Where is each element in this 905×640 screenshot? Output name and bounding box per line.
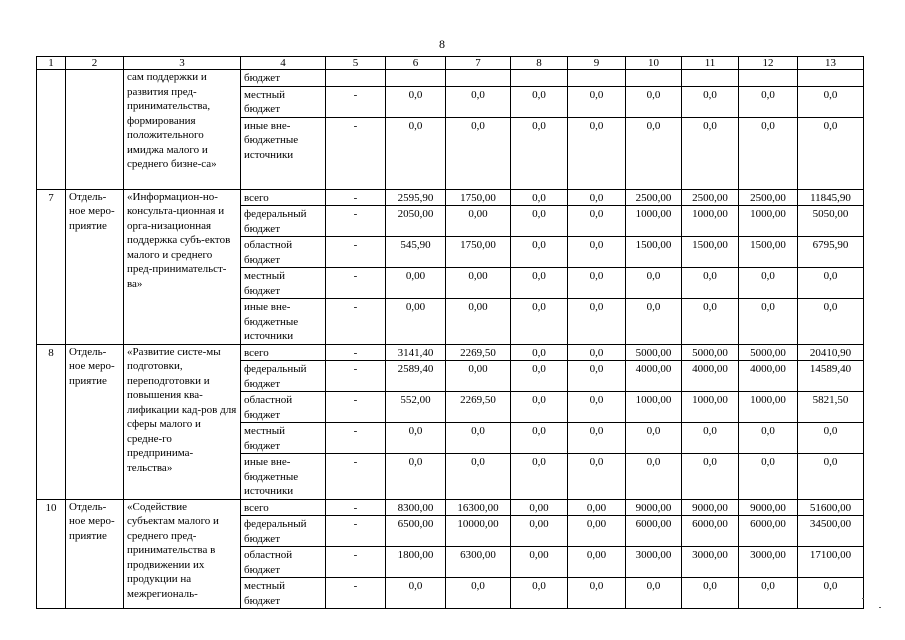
column-5-cell: - [326, 237, 386, 268]
measure-type [66, 70, 124, 190]
amount-cell: 0,0 [798, 578, 864, 609]
column-5-cell: - [326, 423, 386, 454]
funding-source: местный бюджет [241, 86, 326, 117]
column-5-cell: - [326, 268, 386, 299]
amount-cell: 0,0 [511, 189, 568, 206]
column-header: 6 [386, 57, 446, 70]
column-header: 9 [568, 57, 626, 70]
funding-source: местный бюджет [241, 578, 326, 609]
measure-description: «Развитие систе-мы подготовки, переподготовки и повышения ква-лификации кад-ров для сферы малого и средне-го предпринима-тельства» [124, 344, 241, 499]
amount-cell: 0,0 [511, 117, 568, 189]
funding-source: иные вне-бюджетные источники [241, 117, 326, 189]
amount-cell: 5050,00 [798, 206, 864, 237]
amount-cell: 0,0 [626, 86, 682, 117]
amount-cell: 0,0 [446, 117, 511, 189]
amount-cell: 0,0 [798, 454, 864, 500]
amount-cell: 0,0 [682, 117, 739, 189]
measure-type: Отдель-ное меро-приятие [66, 499, 124, 609]
column-5-cell: - [326, 117, 386, 189]
amount-cell: 0,0 [626, 423, 682, 454]
amount-cell: 2500,00 [739, 189, 798, 206]
scan-speck [862, 598, 864, 599]
column-header: 4 [241, 57, 326, 70]
amount-cell: 17100,00 [798, 547, 864, 578]
amount-cell: 3141,40 [386, 344, 446, 361]
amount-cell: 0,0 [739, 454, 798, 500]
amount-cell [682, 70, 739, 87]
amount-cell: 6795,90 [798, 237, 864, 268]
amount-cell: 0,0 [739, 578, 798, 609]
funding-source: федеральный бюджет [241, 516, 326, 547]
amount-cell: 0,0 [511, 86, 568, 117]
amount-cell: 0,0 [568, 454, 626, 500]
amount-cell: 9000,00 [739, 499, 798, 516]
amount-cell: 0,0 [798, 268, 864, 299]
funding-source: всего [241, 499, 326, 516]
amount-cell: 0,00 [386, 268, 446, 299]
measure-type: Отдель-ное меро-приятие [66, 189, 124, 344]
amount-cell: 0,00 [446, 299, 511, 345]
measure-description: «Содействие субъектам малого и среднего пред-принимательства в продвижении их продукции на межрегиональ- [124, 499, 241, 609]
amount-cell: 0,0 [626, 299, 682, 345]
funding-source: областной бюджет [241, 547, 326, 578]
amount-cell: 9000,00 [682, 499, 739, 516]
amount-cell: 1500,00 [682, 237, 739, 268]
amount-cell: 0,0 [568, 117, 626, 189]
amount-cell: 4000,00 [626, 361, 682, 392]
amount-cell: 552,00 [386, 392, 446, 423]
measure-type: Отдель-ное меро-приятие [66, 344, 124, 499]
column-header: 12 [739, 57, 798, 70]
table-row [37, 189, 864, 206]
amount-cell: 11845,90 [798, 189, 864, 206]
amount-cell: 0,0 [568, 344, 626, 361]
amount-cell: 0,0 [446, 86, 511, 117]
amount-cell: 51600,00 [798, 499, 864, 516]
amount-cell: 3000,00 [739, 547, 798, 578]
funding-source: федеральный бюджет [241, 361, 326, 392]
amount-cell: 1000,00 [682, 392, 739, 423]
measure-description: сам поддержки и развития пред-принимательства, формирования положительного имиджа малого и среднего бизне-са» [124, 70, 241, 190]
amount-cell: 0,0 [568, 578, 626, 609]
amount-cell [568, 70, 626, 87]
amount-cell: 0,0 [682, 268, 739, 299]
amount-cell: 0,0 [568, 268, 626, 299]
amount-cell: 1800,00 [386, 547, 446, 578]
amount-cell: 0,0 [798, 299, 864, 345]
amount-cell: 0,0 [739, 117, 798, 189]
amount-cell: 0,00 [568, 499, 626, 516]
scan-speck [879, 607, 881, 608]
amount-cell: 1750,00 [446, 189, 511, 206]
column-5-cell: - [326, 344, 386, 361]
amount-cell: 0,00 [511, 499, 568, 516]
amount-cell: 4000,00 [739, 361, 798, 392]
amount-cell: 0,0 [511, 299, 568, 345]
amount-cell: 34500,00 [798, 516, 864, 547]
amount-cell: 0,0 [511, 392, 568, 423]
amount-cell [798, 70, 864, 87]
column-header: 3 [124, 57, 241, 70]
amount-cell [386, 70, 446, 87]
column-5-cell [326, 70, 386, 87]
amount-cell: 0,0 [626, 268, 682, 299]
funding-source: иные вне-бюджетные источники [241, 299, 326, 345]
amount-cell: 6500,00 [386, 516, 446, 547]
amount-cell: 0,0 [386, 578, 446, 609]
amount-cell: 1000,00 [626, 392, 682, 423]
funding-source: местный бюджет [241, 268, 326, 299]
amount-cell: 0,0 [386, 117, 446, 189]
amount-cell: 0,0 [682, 454, 739, 500]
column-5-cell: - [326, 516, 386, 547]
amount-cell: 2500,00 [626, 189, 682, 206]
amount-cell: 0,0 [798, 86, 864, 117]
funding-source: местный бюджет [241, 423, 326, 454]
amount-cell: 2269,50 [446, 344, 511, 361]
column-5-cell: - [326, 547, 386, 578]
amount-cell: 0,00 [568, 516, 626, 547]
amount-cell: 0,00 [446, 206, 511, 237]
amount-cell: 0,0 [626, 454, 682, 500]
amount-cell: 2050,00 [386, 206, 446, 237]
amount-cell: 9000,00 [626, 499, 682, 516]
amount-cell: 3000,00 [626, 547, 682, 578]
amount-cell: 0,0 [568, 423, 626, 454]
column-header: 7 [446, 57, 511, 70]
measure-description: «Информацион-но-консульта-ционная и орга-низационная поддержка субъ-ектов малого и среднего пред-принимательст-ва» [124, 189, 241, 344]
column-header: 2 [66, 57, 124, 70]
amount-cell: 1000,00 [626, 206, 682, 237]
amount-cell: 0,0 [511, 454, 568, 500]
column-5-cell: - [326, 454, 386, 500]
page-number: 8 [439, 37, 445, 51]
column-header: 1 [37, 57, 66, 70]
amount-cell: 0,0 [568, 189, 626, 206]
funding-source: всего [241, 344, 326, 361]
amount-cell: 0,0 [386, 454, 446, 500]
row-number: 7 [37, 189, 66, 344]
amount-cell: 0,0 [682, 423, 739, 454]
amount-cell: 545,90 [386, 237, 446, 268]
amount-cell: 0,0 [626, 578, 682, 609]
column-header: 13 [798, 57, 864, 70]
column-header: 5 [326, 57, 386, 70]
amount-cell: 0,0 [386, 86, 446, 117]
table-row [37, 499, 864, 516]
header-row [37, 57, 864, 70]
amount-cell: 5821,50 [798, 392, 864, 423]
amount-cell: 0,0 [511, 578, 568, 609]
column-5-cell: - [326, 299, 386, 345]
amount-cell: 0,0 [568, 206, 626, 237]
amount-cell: 0,0 [568, 392, 626, 423]
amount-cell: 1000,00 [739, 206, 798, 237]
amount-cell: 2589,40 [386, 361, 446, 392]
amount-cell: 0,0 [511, 237, 568, 268]
amount-cell: 0,00 [386, 299, 446, 345]
row-number: 8 [37, 344, 66, 499]
amount-cell: 0,0 [682, 86, 739, 117]
amount-cell: 0,0 [798, 117, 864, 189]
amount-cell: 0,0 [511, 361, 568, 392]
amount-cell: 0,0 [511, 423, 568, 454]
column-header: 11 [682, 57, 739, 70]
amount-cell [626, 70, 682, 87]
amount-cell: 2595,90 [386, 189, 446, 206]
amount-cell: 0,00 [446, 268, 511, 299]
amount-cell: 6300,00 [446, 547, 511, 578]
amount-cell: 0,0 [568, 361, 626, 392]
amount-cell: 6000,00 [682, 516, 739, 547]
amount-cell: 0,00 [511, 547, 568, 578]
column-5-cell: - [326, 392, 386, 423]
amount-cell: 0,0 [386, 423, 446, 454]
amount-cell: 8300,00 [386, 499, 446, 516]
amount-cell: 0,0 [739, 268, 798, 299]
column-5-cell: - [326, 206, 386, 237]
amount-cell: 0,0 [798, 423, 864, 454]
column-5-cell: - [326, 361, 386, 392]
amount-cell: 2500,00 [682, 189, 739, 206]
amount-cell: 0,00 [446, 361, 511, 392]
amount-cell [739, 70, 798, 87]
funding-source: областной бюджет [241, 392, 326, 423]
amount-cell: 1500,00 [626, 237, 682, 268]
amount-cell: 0,0 [739, 86, 798, 117]
amount-cell: 0,0 [568, 237, 626, 268]
amount-cell: 1000,00 [739, 392, 798, 423]
amount-cell: 0,00 [511, 516, 568, 547]
amount-cell: 6000,00 [626, 516, 682, 547]
amount-cell: 5000,00 [626, 344, 682, 361]
funding-source: областной бюджет [241, 237, 326, 268]
amount-cell: 0,0 [511, 206, 568, 237]
funding-source: всего [241, 189, 326, 206]
amount-cell: 4000,00 [682, 361, 739, 392]
column-5-cell: - [326, 189, 386, 206]
amount-cell: 10000,00 [446, 516, 511, 547]
amount-cell [511, 70, 568, 87]
amount-cell: 0,0 [626, 117, 682, 189]
amount-cell: 14589,40 [798, 361, 864, 392]
column-5-cell: - [326, 499, 386, 516]
amount-cell: 0,0 [446, 423, 511, 454]
budget-table [36, 56, 864, 609]
amount-cell: 20410,90 [798, 344, 864, 361]
amount-cell: 0,0 [511, 268, 568, 299]
row-number: 10 [37, 499, 66, 609]
funding-source: бюджет [241, 70, 326, 87]
amount-cell: 0,0 [568, 299, 626, 345]
table-row [37, 344, 864, 361]
amount-cell: 0,0 [568, 86, 626, 117]
amount-cell: 5000,00 [682, 344, 739, 361]
amount-cell: 16300,00 [446, 499, 511, 516]
amount-cell: 2269,50 [446, 392, 511, 423]
amount-cell: 0,0 [446, 454, 511, 500]
amount-cell: 0,0 [446, 578, 511, 609]
column-5-cell: - [326, 86, 386, 117]
amount-cell: 0,0 [739, 423, 798, 454]
table-row [37, 70, 864, 87]
amount-cell: 1000,00 [682, 206, 739, 237]
column-header: 8 [511, 57, 568, 70]
funding-source: иные вне-бюджетные источники [241, 454, 326, 500]
amount-cell: 5000,00 [739, 344, 798, 361]
amount-cell: 1750,00 [446, 237, 511, 268]
amount-cell: 0,00 [568, 547, 626, 578]
amount-cell: 0,0 [682, 578, 739, 609]
amount-cell: 3000,00 [682, 547, 739, 578]
funding-source: федеральный бюджет [241, 206, 326, 237]
row-number [37, 70, 66, 190]
amount-cell: 0,0 [739, 299, 798, 345]
amount-cell: 0,0 [511, 344, 568, 361]
amount-cell: 6000,00 [739, 516, 798, 547]
column-5-cell: - [326, 578, 386, 609]
amount-cell: 0,0 [682, 299, 739, 345]
amount-cell: 1500,00 [739, 237, 798, 268]
amount-cell [446, 70, 511, 87]
column-header: 10 [626, 57, 682, 70]
